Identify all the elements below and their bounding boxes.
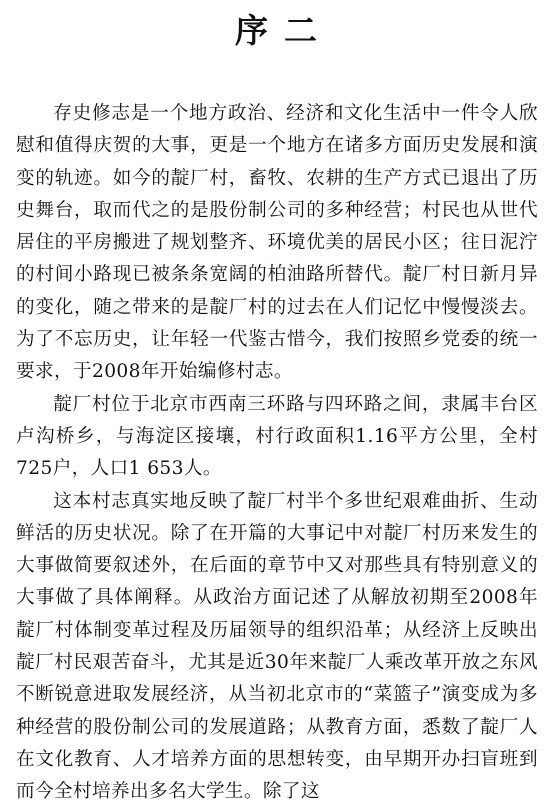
paragraph-2: 靛厂村位于北京市西南三环路与四环路之间，隶属丰台区卢沟桥乡，与海淀区接壤，村行政面积1.16平方公里，全村725户，人口1 653人。 (16, 393, 538, 480)
document-body (16, 98, 538, 809)
paragraph-1: 存史修志是一个地方政治、经济和文化生活中一件令人欣慰和值得庆贺的大事，更是一个地方在诸多方面历史发展和演变的轨迹。如今的靛厂村，畜牧、农耕的生产方式已退出了历史舞台，取而代之的是股份制公司的多种经营；村民也从世代居住的平房搬进了规划整齐、环境优美的居民小区；往日泥泞的村间小路现已被条条宽阔的柏油路所替代。靛厂村日新月异的变化，随之带来的是靛厂村的过去在人们记忆中慢慢淡去。为了不忘历史，让年轻一代鉴古惜今，我们按照乡党委的统一要求，于2008年开始编修村志。 (16, 103, 538, 383)
paragraph-3: 这本村志真实地反映了靛厂村半个多世纪艰难曲折、生动鲜活的历史状况。除了在开篇的大事记中对靛厂村历来发生的大事做简要叙述外，在后面的章节中又对那些具有特别意义的大事做了具体阐释。从政治方面记述了从解放初期至2008年靛厂村体制变革过程及历届领导的组织沿革；从经济上反映出靛厂村民艰苦奋斗，尤其是近30年来靛厂人乘改革开放之东风不断锐意进取发展经济，从当初北京市的“菜篮子”演变成为多种经营的股份制公司的发展道路；从教育方面，悉数了靛厂人在文化教育、人才培养方面的思想转变，由早期开办扫盲班到而今全村培养出多名大学生。除了这 (16, 490, 538, 803)
page-title: 序二 (235, 11, 333, 50)
